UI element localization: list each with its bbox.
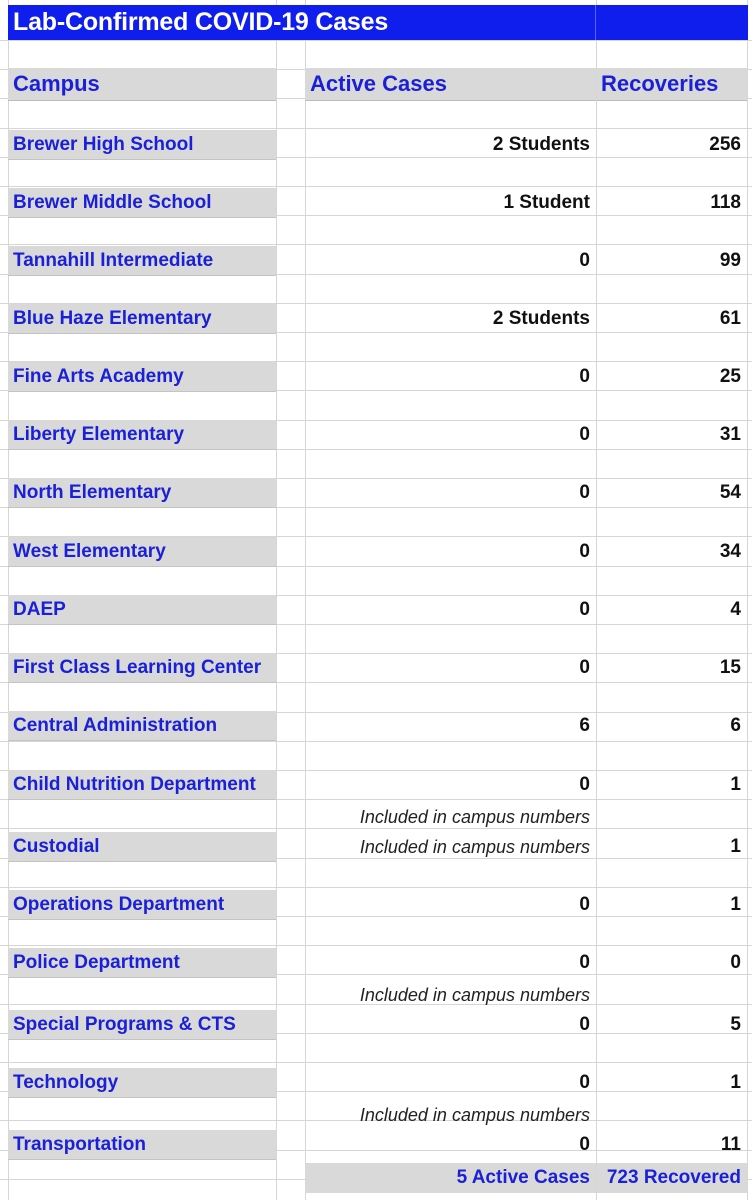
active-cases-note-cell[interactable]: Included in campus numbers bbox=[359, 984, 590, 1005]
recoveries-cell[interactable]: 0 bbox=[730, 952, 741, 973]
campus-name-cell[interactable]: Transportation bbox=[8, 1130, 276, 1160]
active-cases-cell[interactable]: 0 bbox=[579, 1072, 590, 1093]
grid-row-line bbox=[0, 186, 752, 187]
recoveries-cell[interactable]: 11 bbox=[720, 1134, 741, 1155]
grid-row-line bbox=[0, 887, 752, 888]
recoveries-cell[interactable]: 15 bbox=[719, 657, 741, 678]
active-cases-note-cell[interactable]: Included in campus numbers bbox=[359, 836, 590, 857]
active-cases-cell[interactable]: 0 bbox=[579, 250, 590, 271]
campus-name-cell[interactable]: Brewer High School bbox=[8, 130, 276, 160]
column-header-campus[interactable]: Campus bbox=[8, 68, 276, 101]
page-title: Lab-Confirmed COVID-19 Cases bbox=[13, 8, 389, 36]
active-cases-cell[interactable]: 0 bbox=[579, 1014, 590, 1035]
campus-name-cell[interactable]: Technology bbox=[8, 1068, 276, 1098]
recoveries-cell[interactable]: 6 bbox=[730, 715, 741, 736]
active-cases-cell[interactable]: 0 bbox=[579, 657, 590, 678]
active-cases-cell[interactable]: 0 bbox=[579, 1134, 590, 1155]
grid-column-line bbox=[276, 0, 277, 1200]
campus-name-cell[interactable]: Special Programs & CTS bbox=[8, 1010, 276, 1040]
active-cases-cell[interactable]: 0 bbox=[579, 774, 590, 795]
campus-name-cell[interactable]: Custodial bbox=[8, 832, 276, 862]
total-recoveries[interactable]: 723 Recovered bbox=[597, 1163, 747, 1193]
campus-name-cell[interactable]: Blue Haze Elementary bbox=[8, 304, 276, 334]
recoveries-cell[interactable]: 1 bbox=[730, 1072, 741, 1093]
grid-row-line bbox=[0, 1062, 752, 1063]
campus-name-cell[interactable]: West Elementary bbox=[8, 537, 276, 567]
campus-name-cell[interactable]: Tannahill Intermediate bbox=[8, 246, 276, 276]
active-cases-note-cell[interactable]: Included in campus numbers bbox=[359, 806, 590, 827]
active-cases-cell[interactable]: 0 bbox=[579, 894, 590, 915]
grid-column-line bbox=[747, 0, 748, 1200]
grid-row-line bbox=[0, 741, 752, 742]
campus-name-cell[interactable]: Operations Department bbox=[8, 890, 276, 920]
campus-name-cell[interactable]: Central Administration bbox=[8, 711, 276, 741]
column-header-active-cases[interactable]: Active Cases bbox=[305, 68, 596, 101]
active-cases-cell[interactable]: 0 bbox=[579, 541, 590, 562]
recoveries-cell[interactable]: 31 bbox=[719, 424, 741, 445]
recoveries-cell[interactable]: 34 bbox=[719, 541, 741, 562]
active-cases-note-cell[interactable]: Included in campus numbers bbox=[359, 1104, 590, 1125]
active-cases-cell[interactable]: 2 Students bbox=[492, 308, 590, 329]
active-cases-cell[interactable]: 2 Students bbox=[492, 134, 590, 155]
recoveries-cell[interactable]: 256 bbox=[709, 134, 741, 155]
recoveries-cell[interactable]: 54 bbox=[719, 482, 741, 503]
campus-name-cell[interactable]: Child Nutrition Department bbox=[8, 770, 276, 800]
recoveries-cell[interactable]: 1 bbox=[730, 894, 741, 915]
grid-row-line bbox=[0, 945, 752, 946]
column-header-recoveries[interactable]: Recoveries bbox=[597, 68, 747, 101]
recoveries-cell[interactable]: 118 bbox=[710, 192, 741, 213]
grid-row-line bbox=[0, 40, 752, 41]
campus-name-cell[interactable]: Brewer Middle School bbox=[8, 188, 276, 218]
total-active-cases[interactable]: 5 Active Cases bbox=[305, 1163, 596, 1193]
recoveries-cell[interactable]: 99 bbox=[719, 250, 741, 271]
recoveries-cell[interactable]: 61 bbox=[719, 308, 741, 329]
recoveries-cell[interactable]: 1 bbox=[730, 836, 741, 857]
title-bar-separator bbox=[595, 5, 596, 40]
campus-name-cell[interactable]: First Class Learning Center bbox=[8, 653, 276, 683]
active-cases-cell[interactable]: 0 bbox=[579, 482, 590, 503]
recoveries-cell[interactable]: 4 bbox=[730, 599, 741, 620]
active-cases-cell[interactable]: 0 bbox=[579, 424, 590, 445]
grid-row-line bbox=[0, 128, 752, 129]
active-cases-cell[interactable]: 0 bbox=[579, 599, 590, 620]
recoveries-cell[interactable]: 25 bbox=[719, 366, 741, 387]
recoveries-cell[interactable]: 5 bbox=[730, 1014, 741, 1035]
campus-name-cell[interactable]: DAEP bbox=[8, 595, 276, 625]
grid-row-line bbox=[0, 244, 752, 245]
active-cases-cell[interactable]: 0 bbox=[579, 366, 590, 387]
recoveries-cell[interactable]: 1 bbox=[730, 774, 741, 795]
campus-name-cell[interactable]: Police Department bbox=[8, 948, 276, 978]
campus-name-cell[interactable]: Fine Arts Academy bbox=[8, 362, 276, 392]
active-cases-cell[interactable]: 1 Student bbox=[503, 192, 590, 213]
campus-name-cell[interactable]: Liberty Elementary bbox=[8, 420, 276, 450]
active-cases-cell[interactable]: 6 bbox=[579, 715, 590, 736]
active-cases-cell[interactable]: 0 bbox=[579, 952, 590, 973]
campus-name-cell[interactable]: North Elementary bbox=[8, 478, 276, 508]
